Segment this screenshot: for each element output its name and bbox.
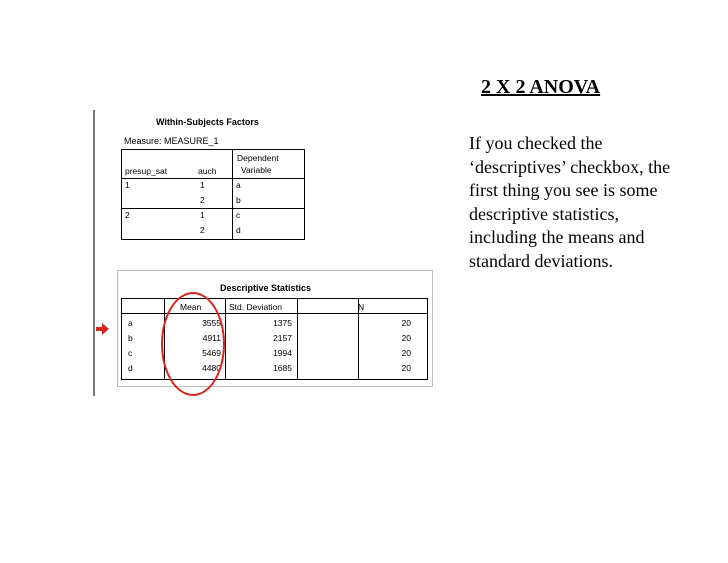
cell-mean: 3555	[202, 318, 221, 328]
header-auch: auch	[198, 166, 217, 176]
header-mean: Mean	[180, 302, 202, 312]
cell-n: 20	[401, 318, 411, 328]
cell-sd: 1685	[273, 363, 292, 373]
row-label: d	[128, 363, 133, 373]
red-arrow-icon	[96, 322, 110, 336]
header-presup-sat: presup_sat	[125, 166, 168, 176]
margin-line	[93, 110, 95, 396]
header-n: N	[358, 302, 365, 312]
cell-auch: 1	[200, 210, 205, 220]
measure-label: Measure: MEASURE_1	[124, 136, 219, 146]
cell-n: 20	[401, 348, 411, 358]
header-dependent: Dependent	[237, 153, 279, 163]
slide-body: If you checked the ‘descriptives’ checkbox, the first thing you see is some descriptive statistics, including the means and standard deviations.	[469, 133, 671, 271]
cell-dv: a	[236, 180, 241, 190]
cell-mean: 4911	[202, 333, 221, 343]
cell-sd: 1375	[273, 318, 292, 328]
mean-highlight-circle	[161, 292, 225, 396]
cell-mean: 4480	[202, 363, 221, 373]
cell-mean: 5469	[202, 348, 221, 358]
cell-sd: 2157	[273, 333, 292, 343]
row-label: a	[128, 318, 133, 328]
descriptive-title: Descriptive Statistics	[220, 283, 312, 293]
cell-sd: 1994	[273, 348, 292, 358]
cell-presup: 2	[125, 210, 130, 220]
cell-auch: 2	[200, 195, 205, 205]
row-label: b	[128, 333, 133, 343]
cell-dv: b	[236, 195, 241, 205]
cell-n: 20	[401, 363, 411, 373]
cell-auch: 1	[200, 180, 205, 190]
cell-presup: 1	[125, 180, 130, 190]
cell-n: 20	[401, 333, 411, 343]
row-label: c	[128, 348, 133, 358]
cell-dv: c	[236, 210, 241, 220]
header-std-deviation: Std. Deviation	[229, 302, 282, 312]
slide-heading: 2 X 2 ANOVA	[481, 76, 601, 98]
cell-auch: 2	[200, 225, 205, 235]
header-variable: Variable	[241, 165, 272, 175]
within-subjects-title: Within-Subjects Factors	[156, 117, 259, 127]
cell-dv: d	[236, 225, 241, 235]
within-subjects-table	[121, 149, 305, 240]
